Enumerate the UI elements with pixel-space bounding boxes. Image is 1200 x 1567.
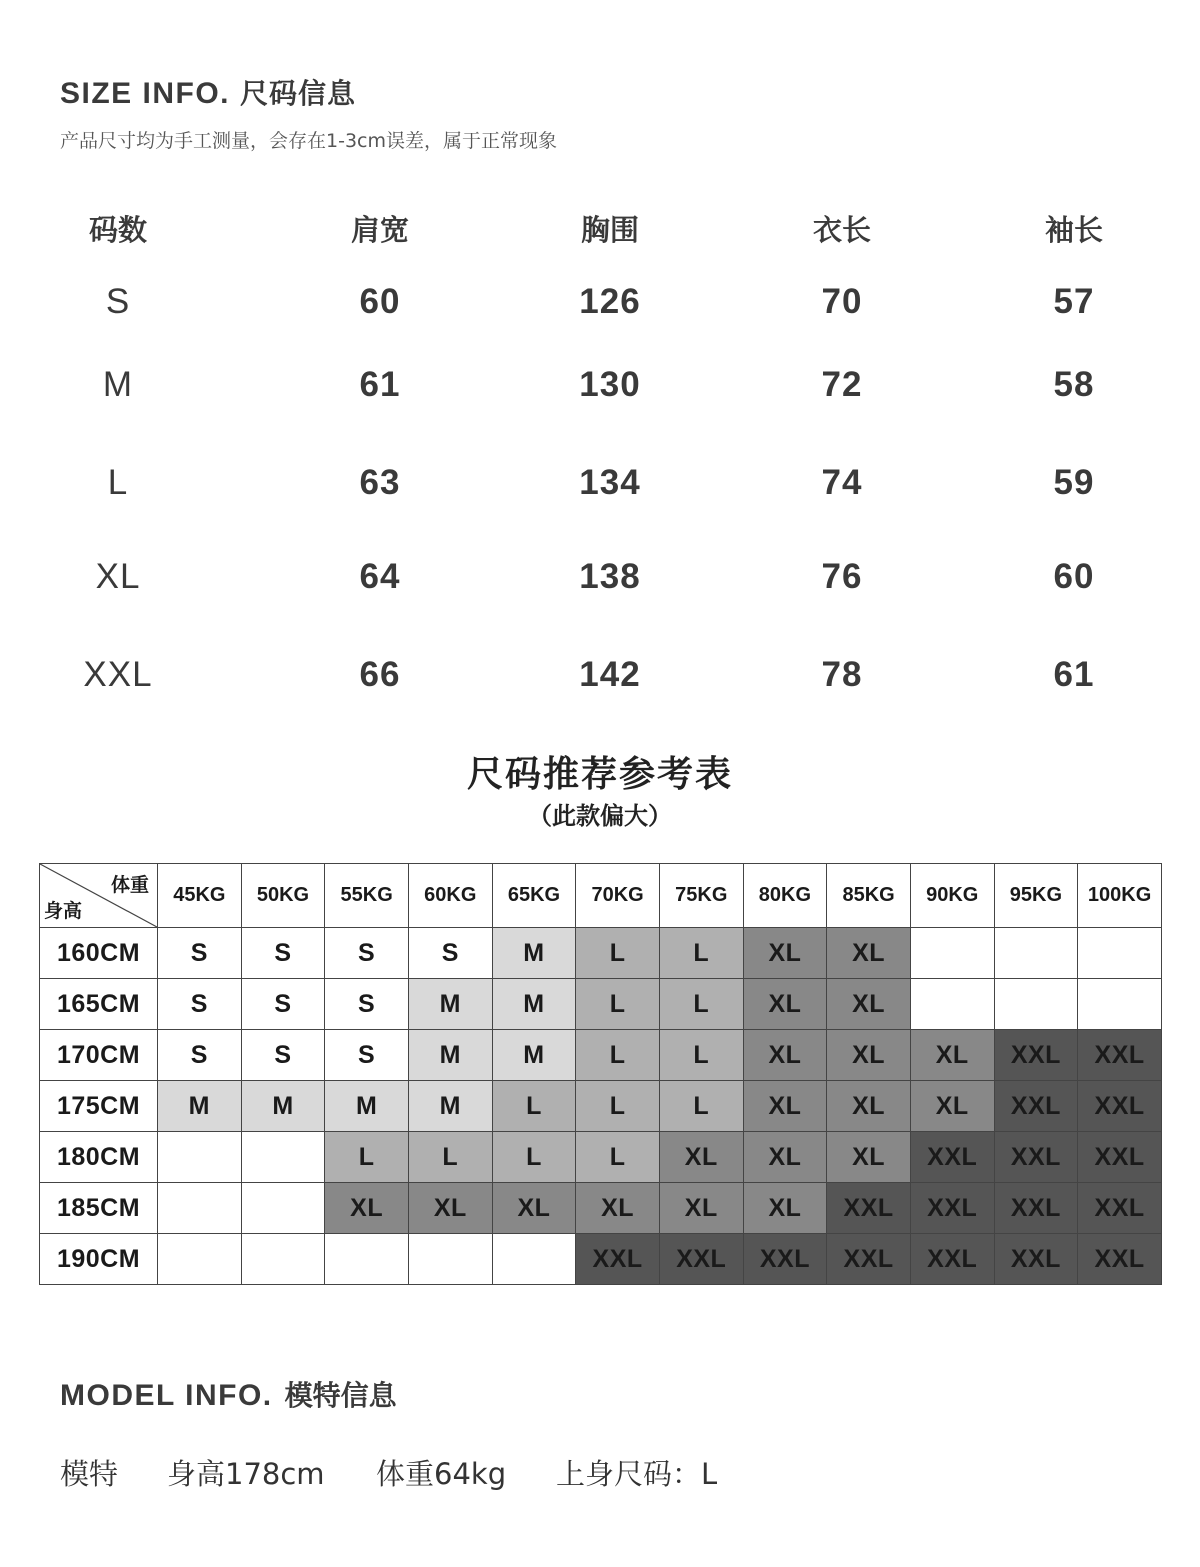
empty-cell [241, 1234, 325, 1285]
size-measurement-value: 61 [359, 365, 401, 404]
weight-header: 100KG [1078, 864, 1162, 928]
size-measurement-value: 60 [359, 282, 401, 321]
recommended-size-cell: XXL [1078, 1081, 1162, 1132]
empty-cell [994, 979, 1078, 1030]
empty-cell [1078, 928, 1162, 979]
recommended-size-cell: XL [743, 1081, 827, 1132]
recommended-size-cell: XL [827, 1132, 911, 1183]
recommended-size-cell: S [158, 979, 242, 1030]
recommend-title: 尺码推荐参考表 [466, 754, 733, 795]
recommended-size-cell: L [659, 928, 743, 979]
recommended-size-cell: S [325, 928, 409, 979]
recommended-size-cell: L [492, 1081, 576, 1132]
measurement-note: 产品尺寸均为手工测量，会存在1-3cm误差，属于正常现象 [60, 130, 557, 152]
recommended-size-cell: XL [910, 1081, 994, 1132]
empty-cell [910, 928, 994, 979]
size-measurement-value: 57 [1053, 282, 1095, 321]
weight-header: 50KG [241, 864, 325, 928]
size-measurement-value: 58 [1053, 365, 1095, 404]
weight-header: 95KG [994, 864, 1078, 928]
recommended-size-cell: XXL [827, 1234, 911, 1285]
empty-cell [158, 1234, 242, 1285]
recommended-size-cell: M [158, 1081, 242, 1132]
size-label: XXL [83, 655, 153, 694]
weight-header: 75KG [659, 864, 743, 928]
recommended-size-cell: XL [659, 1132, 743, 1183]
size-measurement-value: 134 [579, 463, 641, 502]
size-table-header: 衣长 [812, 213, 872, 247]
size-info-title-en: SIZE INFO. [60, 77, 231, 110]
weight-header: 55KG [325, 864, 409, 928]
model-size: 上身尺码：L [556, 1457, 718, 1491]
recommended-size-cell: XL [743, 1132, 827, 1183]
weight-header-row [40, 864, 1162, 928]
recommended-size-cell: S [408, 928, 492, 979]
empty-cell [241, 1132, 325, 1183]
recommended-size-cell: XXL [994, 1030, 1078, 1081]
empty-cell [158, 1132, 242, 1183]
recommended-size-cell: XXL [659, 1234, 743, 1285]
recommended-size-cell: XXL [994, 1081, 1078, 1132]
height-header: 180CM [40, 1132, 158, 1183]
weight-header: 85KG [827, 864, 911, 928]
height-header: 175CM [40, 1081, 158, 1132]
recommended-size-cell: XL [910, 1030, 994, 1081]
empty-cell [158, 1183, 242, 1234]
height-header: 185CM [40, 1183, 158, 1234]
size-table-header: 肩宽 [350, 213, 410, 247]
model-info-title-en: MODEL INFO. [60, 1379, 273, 1412]
recommended-size-cell: XL [743, 979, 827, 1030]
size-measurement-value: 61 [1053, 655, 1095, 694]
recommended-size-cell: XL [827, 979, 911, 1030]
model-weight: 体重64kg [376, 1457, 507, 1491]
weight-header: 80KG [743, 864, 827, 928]
recommended-size-cell: L [576, 1132, 660, 1183]
height-row [40, 1183, 1162, 1234]
size-measurement-value: 126 [579, 282, 641, 321]
recommended-size-cell: L [576, 1030, 660, 1081]
recommended-size-cell: L [576, 1081, 660, 1132]
recommended-size-cell: XL [325, 1183, 409, 1234]
recommended-size-cell: M [492, 979, 576, 1030]
size-measurement-value: 70 [821, 282, 863, 321]
recommended-size-cell: XL [743, 1183, 827, 1234]
size-measurement-value: 138 [579, 557, 641, 596]
recommended-size-cell: L [408, 1132, 492, 1183]
size-label: M [102, 365, 134, 404]
empty-cell [325, 1234, 409, 1285]
weight-header: 65KG [492, 864, 576, 928]
recommended-size-cell: XL [408, 1183, 492, 1234]
recommended-size-cell: XXL [994, 1183, 1078, 1234]
recommended-size-cell: XXL [910, 1234, 994, 1285]
model-label: 模特 [60, 1457, 119, 1491]
size-table-header: 袖长 [1044, 213, 1104, 247]
recommended-size-cell: L [576, 979, 660, 1030]
height-row [40, 928, 1162, 979]
recommended-size-cell: XL [492, 1183, 576, 1234]
recommended-size-cell: L [659, 1030, 743, 1081]
height-row [40, 1234, 1162, 1285]
recommended-size-cell: XXL [1078, 1183, 1162, 1234]
recommended-size-cell: S [158, 928, 242, 979]
model-height: 身高178cm [167, 1457, 325, 1491]
recommended-size-cell: S [241, 979, 325, 1030]
size-measurement-value: 142 [579, 655, 641, 694]
recommended-size-cell: XL [743, 928, 827, 979]
height-header: 170CM [40, 1030, 158, 1081]
size-measurement-value: 130 [579, 365, 641, 404]
size-table-header: 胸围 [580, 213, 640, 247]
recommended-size-cell: XXL [1078, 1132, 1162, 1183]
recommended-size-cell: M [408, 1030, 492, 1081]
size-measurement-value: 74 [821, 463, 863, 502]
empty-cell [408, 1234, 492, 1285]
size-measurement-value: 78 [821, 655, 863, 694]
recommended-size-cell: XL [576, 1183, 660, 1234]
recommended-size-cell: S [325, 1030, 409, 1081]
size-measurement-value: 76 [821, 557, 863, 596]
size-table-header: 码数 [88, 213, 148, 247]
empty-cell [241, 1183, 325, 1234]
recommended-size-cell: M [408, 1081, 492, 1132]
size-label: S [105, 282, 131, 321]
recommended-size-cell: XXL [994, 1132, 1078, 1183]
recommended-size-cell: XL [659, 1183, 743, 1234]
recommended-size-cell: M [325, 1081, 409, 1132]
recommended-size-cell: XXL [1078, 1234, 1162, 1285]
size-label: L [107, 463, 129, 502]
size-measurement-value: 66 [359, 655, 401, 694]
recommended-size-cell: M [241, 1081, 325, 1132]
empty-cell [994, 928, 1078, 979]
weight-header: 90KG [910, 864, 994, 928]
recommended-size-cell: L [576, 928, 660, 979]
corner-cell [40, 864, 158, 928]
height-row [40, 1030, 1162, 1081]
size-recommend-grid [39, 863, 1162, 1285]
size-measurement-value: 59 [1053, 463, 1095, 502]
recommended-size-cell: XXL [910, 1183, 994, 1234]
weight-header: 45KG [158, 864, 242, 928]
recommended-size-cell: S [325, 979, 409, 1030]
empty-cell [910, 979, 994, 1030]
recommended-size-cell: XXL [576, 1234, 660, 1285]
recommended-size-cell: XL [827, 1030, 911, 1081]
height-header: 190CM [40, 1234, 158, 1285]
recommended-size-cell: M [492, 1030, 576, 1081]
recommended-size-cell: M [408, 979, 492, 1030]
recommended-size-cell: XXL [910, 1132, 994, 1183]
weight-header: 60KG [408, 864, 492, 928]
size-label: XL [95, 557, 141, 596]
recommended-size-cell: M [492, 928, 576, 979]
recommended-size-cell: XXL [743, 1234, 827, 1285]
height-header: 160CM [40, 928, 158, 979]
height-row [40, 1081, 1162, 1132]
recommended-size-cell: XL [827, 928, 911, 979]
corner-height-label: 身高 [44, 900, 83, 922]
empty-cell [492, 1234, 576, 1285]
height-row [40, 979, 1162, 1030]
size-measurement-value: 60 [1053, 557, 1095, 596]
size-measurement-value: 63 [359, 463, 401, 502]
recommended-size-cell: L [659, 1081, 743, 1132]
recommended-size-cell: L [325, 1132, 409, 1183]
recommended-size-cell: XL [743, 1030, 827, 1081]
recommended-size-cell: XXL [994, 1234, 1078, 1285]
recommended-size-cell: XL [827, 1081, 911, 1132]
size-info-title [60, 72, 356, 112]
height-row [40, 1132, 1162, 1183]
size-info-title-cn: 尺码信息 [240, 77, 357, 110]
recommended-size-cell: L [659, 979, 743, 1030]
height-header: 165CM [40, 979, 158, 1030]
recommended-size-cell: S [241, 928, 325, 979]
recommend-subtitle: （此款偏大） [528, 802, 672, 830]
size-measurement-value: 64 [359, 557, 401, 596]
size-measurement-value: 72 [821, 365, 863, 404]
model-info-title-cn: 模特信息 [284, 1379, 397, 1412]
recommended-size-cell: L [492, 1132, 576, 1183]
model-info-title [60, 1374, 397, 1414]
recommended-size-cell: XXL [1078, 1030, 1162, 1081]
recommended-size-cell: S [241, 1030, 325, 1081]
recommended-size-cell: S [158, 1030, 242, 1081]
corner-weight-label: 体重 [110, 874, 149, 896]
weight-header: 70KG [576, 864, 660, 928]
empty-cell [1078, 979, 1162, 1030]
recommended-size-cell: XXL [827, 1183, 911, 1234]
